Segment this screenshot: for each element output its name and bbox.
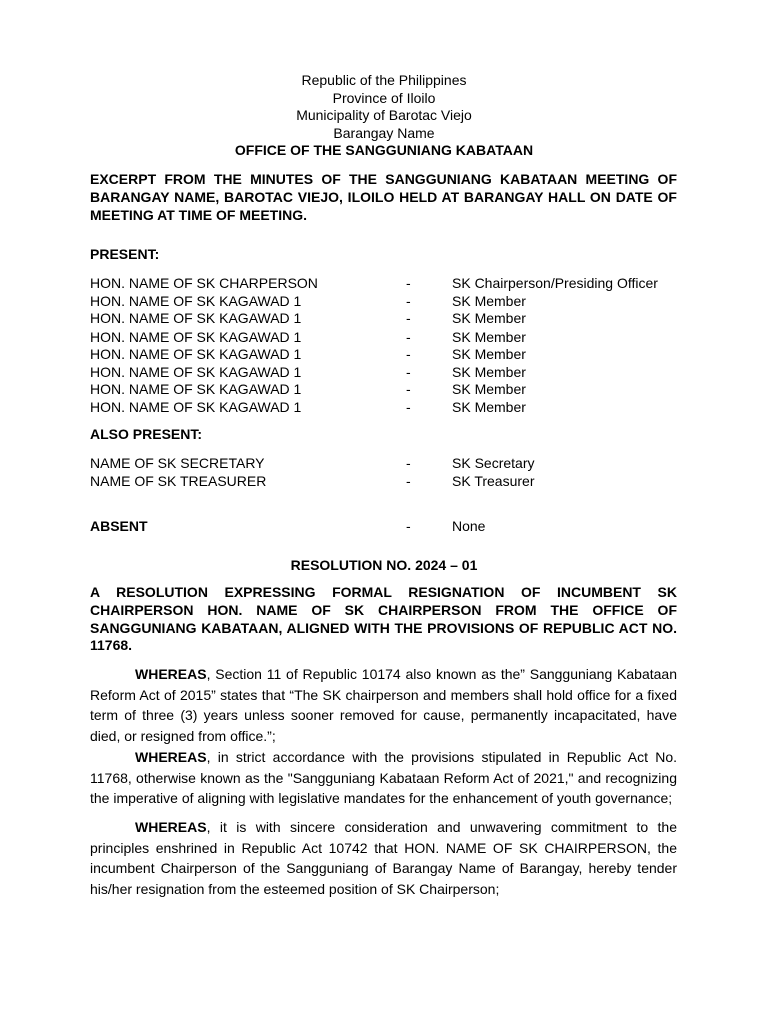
attendee-role: SK Member xyxy=(452,346,526,362)
letterhead xyxy=(0,72,768,160)
province-line: Province of Iloilo xyxy=(332,89,436,106)
separator-dash: - xyxy=(406,292,411,309)
separator-dash: - xyxy=(406,518,411,534)
attendee-row xyxy=(90,274,690,292)
whereas-lead: WHEREAS xyxy=(135,749,207,765)
attendee-role: SK Member xyxy=(452,328,526,345)
office-title: OFFICE OF THE SANGGUNIANG KABATAAN xyxy=(234,142,534,159)
whereas-text: , Section 11 of Republic 10174 also known as the” Sangguniang Kabataan Reform Act of 2015” states that “The SK chairperson and members shall hold office for a fixed term of three (3) years unless sooner removed for cause, permanently incapacitated, have died, or resigned from office.”; xyxy=(90,666,677,744)
barangay-line: Barangay Name xyxy=(333,124,435,141)
resolution-title: A RESOLUTION EXPRESSING FORMAL RESIGNATION OF INCUMBENT SK CHAIRPERSON HON. NAME OF SK CHAIRPERSON FROM THE OFFICE OF SANGGUNIANG KABATAAN, ALIGNED WITH THE PROVISIONS OF REPUBLIC ACT NO. 11768. xyxy=(90,584,677,654)
whereas-lead: WHEREAS xyxy=(135,819,207,835)
whereas-text: , in strict accordance with the provisions stipulated in Republic Act No. 11768, otherwise known as the "Sangguniang Kabataan Reform Act of 2021," and recognizing the imperative of aligning with legislative mandates for the enhancement of youth governance; xyxy=(90,749,677,806)
attendee-name: HON. NAME OF SK KAGAWAD 1 xyxy=(90,310,302,326)
whereas-text: , it is with sincere consideration and unwavering commitment to the principles enshrined in Republic Act 10742 that HON. NAME OF SK CHAIRPERSON, the incumbent Chairperson of the Sangguniang of Barangay Name of Barangay, hereby tender his/her resignation from the esteemed position of SK Chairperson; xyxy=(90,819,677,897)
attendee-name: HON. NAME OF SK KAGAWAD 1 xyxy=(90,381,302,397)
minutes-excerpt-heading: EXCERPT FROM THE MINUTES OF THE SANGGUNIANG KABATAAN MEETING OF BARANGAY NAME, BAROTAC VIEJO, ILOILO HELD AT BARANGAY HALL ON DATE OF MEETING AT TIME OF MEETING. xyxy=(90,171,677,223)
attendee-row xyxy=(90,328,690,346)
separator-dash: - xyxy=(406,346,411,362)
whereas-lead: WHEREAS xyxy=(135,666,207,682)
attendee-name: HON. NAME OF SK KAGAWAD 1 xyxy=(90,399,302,415)
separator-dash: - xyxy=(406,399,411,415)
attendee-name: HON. NAME OF SK KAGAWAD 1 xyxy=(90,328,302,345)
attendee-role: SK Treasurer xyxy=(452,472,535,489)
whereas-paragraph xyxy=(90,664,677,746)
attendee-name: HON. NAME OF SK KAGAWAD 1 xyxy=(90,346,302,362)
separator-dash: - xyxy=(406,275,411,291)
attendee-name: NAME OF SK SECRETARY xyxy=(90,455,265,471)
whereas-paragraph xyxy=(90,747,677,809)
separator-dash: - xyxy=(406,455,411,471)
also-present-label: ALSO PRESENT: xyxy=(90,426,203,442)
whereas-paragraph xyxy=(90,817,677,899)
absent-label: ABSENT xyxy=(90,518,148,534)
attendee-row xyxy=(90,472,690,490)
present-label: PRESENT: xyxy=(90,246,160,262)
attendee-row xyxy=(90,363,690,381)
attendee-role: SK Member xyxy=(452,399,526,415)
attendee-role: SK Member xyxy=(452,363,526,380)
separator-dash: - xyxy=(406,328,411,345)
separator-dash: - xyxy=(406,381,411,397)
attendee-row xyxy=(90,345,690,363)
attendee-row xyxy=(90,454,690,472)
separator-dash: - xyxy=(406,363,411,380)
attendee-name: NAME OF SK TREASURER xyxy=(90,472,267,489)
absent-row xyxy=(90,517,690,535)
resolution-number: RESOLUTION NO. 2024 – 01 xyxy=(290,557,478,573)
attendee-row xyxy=(90,380,690,398)
attendee-name: HON. NAME OF SK CHARPERSON xyxy=(90,275,318,291)
municipality-line: Municipality of Barotac Viejo xyxy=(296,107,472,124)
absent-value: None xyxy=(452,518,486,534)
attendee-role: SK Member xyxy=(452,292,526,309)
attendee-row xyxy=(90,292,690,310)
attendee-row xyxy=(90,309,690,327)
separator-dash: - xyxy=(406,310,411,326)
separator-dash: - xyxy=(406,472,411,489)
attendee-role: SK Member xyxy=(452,310,526,326)
attendee-name: HON. NAME OF SK KAGAWAD 1 xyxy=(90,363,302,380)
attendee-name: HON. NAME OF SK KAGAWAD 1 xyxy=(90,292,302,309)
attendee-row xyxy=(90,398,690,416)
republic-line: Republic of the Philippines xyxy=(301,72,467,88)
attendee-role: SK Secretary xyxy=(452,455,535,471)
attendee-role: SK Chairperson/Presiding Officer xyxy=(452,275,658,291)
attendee-role: SK Member xyxy=(452,381,526,397)
